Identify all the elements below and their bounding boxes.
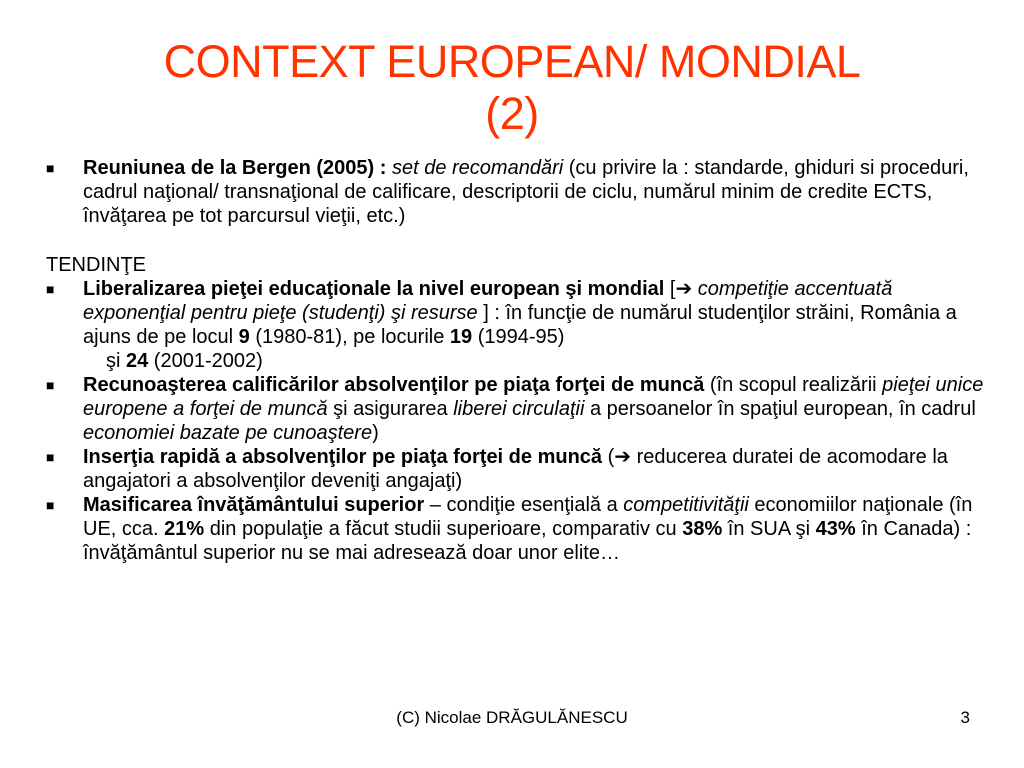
masificare-text-4: în SUA şi	[722, 518, 816, 540]
masificare-bold: Masificarea învăţământului superior	[83, 494, 425, 516]
masificare-text-2: economiilor naţionale (în UE, cca.	[83, 494, 973, 540]
bullet-insertie	[46, 445, 996, 493]
square-bullet-icon: ■	[46, 281, 55, 297]
liberalizare-text-1: ] : în funcţie de numărul studenţilor străini, România a ajuns de pe locul	[83, 302, 957, 348]
masificare-text-5: în Canada) : învăţământul superior nu se mai adresează doar unor elite…	[83, 518, 972, 564]
title-line-2: (2)	[485, 88, 539, 139]
masificare-percent-eu: 21%	[164, 518, 205, 540]
liberalizare-bracket-open: [	[664, 278, 676, 300]
liberalizare-cont-pre: şi	[106, 350, 126, 372]
masificare-text-3: din populaţie a făcut studii superioare, comparativ cu	[204, 518, 683, 540]
insertie-bold: Inserţia rapidă a absolvenţilor pe piaţa forţei de muncă	[83, 446, 603, 468]
recunoastere-italic-1: pieţei unice europene a forţei de muncă	[83, 374, 984, 420]
insertie-text-2: reducerea duratei de acomodare la angajatori a absolvenţilor deveniţi angajaţi)	[83, 446, 948, 492]
recunoastere-text-4: )	[372, 422, 379, 444]
liberalizare-rank-3: 24	[126, 350, 149, 372]
bullet-masificare	[46, 493, 996, 565]
recunoastere-text-2: şi asigurarea	[327, 398, 454, 420]
liberalizare-cont-post: (2001-2002)	[148, 350, 263, 372]
recunoastere-italic-2: liberei circulaţii	[453, 398, 585, 420]
recunoastere-text-3: a persoanelor în spaţiul european, în cadrul	[584, 398, 976, 420]
bullet-liberalizare	[46, 277, 996, 349]
bergen-bold: Reuniunea de la Bergen (2005) :	[83, 157, 392, 179]
masificare-italic: competitivităţii	[623, 494, 749, 516]
slide-title	[0, 36, 1024, 140]
liberalizare-continuation	[46, 349, 996, 373]
bergen-italic: set de recomandări	[391, 157, 564, 179]
liberalizare-rank-1: 9	[238, 326, 250, 348]
bullet-recunoastere	[46, 373, 996, 445]
liberalizare-text-2: (1980-81), pe locurile	[249, 326, 450, 348]
bergen-text: (cu privire la : standarde, ghiduri si proceduri, cadrul naţional/ transnaţional de calificare, descriptorii de ciclu, numărul minim de credite ECTS, învăţarea pe tot parcursul vieţii, etc.)	[83, 157, 969, 227]
square-bullet-icon: ■	[46, 497, 55, 513]
square-bullet-icon: ■	[46, 160, 55, 176]
liberalizare-rank-2: 19	[449, 326, 473, 348]
page-number: 3	[960, 708, 970, 727]
insertie-text-1: (	[602, 446, 615, 468]
square-bullet-icon: ■	[46, 377, 55, 393]
square-bullet-icon: ■	[46, 449, 55, 465]
masificare-percent-canada: 43%	[815, 518, 856, 540]
recunoastere-text-1: (în scopul realizării	[704, 374, 883, 396]
slide-content	[46, 156, 996, 565]
masificare-percent-usa: 38%	[682, 518, 723, 540]
bullet-bergen	[46, 156, 996, 228]
right-arrow-icon: ➔	[675, 278, 693, 300]
tendinte-heading: TENDINŢE	[46, 254, 146, 276]
liberalizare-italic: competiţie accentuată exponenţial pentru pieţe (studenţi) şi resurse	[83, 278, 893, 324]
recunoastere-italic-3: economiei bazate pe cunoaştere	[83, 422, 373, 444]
liberalizare-bold: Liberalizarea pieţei educaţionale la nivel european şi mondial	[83, 278, 665, 300]
spacer	[46, 228, 996, 253]
recunoastere-bold: Recunoaşterea calificărilor absolvenţilor pe piaţa forţei de muncă	[83, 374, 705, 396]
liberalizare-text-3: (1994-95)	[472, 326, 565, 348]
right-arrow-icon: ➔	[614, 446, 632, 468]
footer-author: (C) Nicolae DRĂGULĂNESCU	[396, 708, 628, 727]
title-line-1: CONTEXT EUROPEAN/ MONDIAL	[163, 36, 861, 87]
masificare-text-1: – condiţie esenţială a	[424, 494, 624, 516]
